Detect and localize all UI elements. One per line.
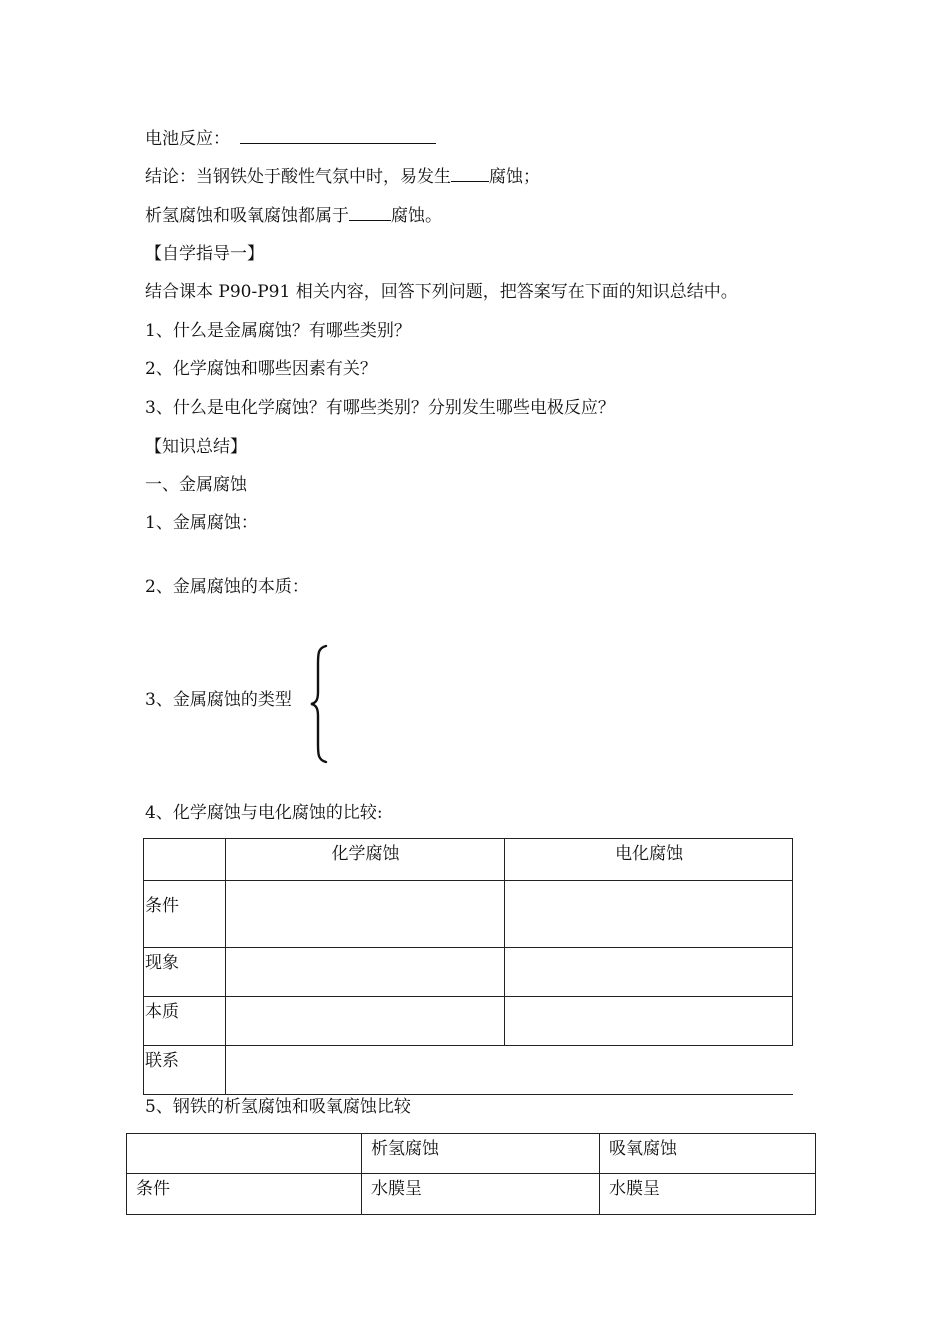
row-label-phenomenon: 现象 [144,948,226,997]
row-label-condition: 条件 [144,881,226,948]
guide-title: 【自学指导一】 [145,244,264,264]
table-cell[interactable] [505,997,793,1046]
summary-title: 【知识总结】 [145,437,247,457]
section-1-heading: 一、金属腐蚀 [145,475,247,495]
table-cell[interactable]: 水膜呈 [600,1174,816,1215]
table-row [127,1134,816,1174]
item-5: 5、钢铁的析氢腐蚀和吸氧腐蚀比较 [145,1097,411,1117]
comparison-table-hydrogen-vs-oxygen [126,1133,816,1215]
both-corrosion-line [145,204,442,227]
row-label-relation: 联系 [144,1046,226,1095]
item-3: 3、金属腐蚀的类型 [145,690,292,710]
table-header-cell: 析氢腐蚀 [362,1134,600,1174]
table-cell [127,1134,362,1174]
item-1: 1、金属腐蚀： [145,513,258,533]
question-3: 3、什么是电化学腐蚀？有哪些类别？分别发生哪些电极反应？ [145,398,615,418]
comparison-table-chem-vs-electro [143,838,793,1095]
conclusion-text-b: 腐蚀； [489,167,540,187]
table-cell[interactable] [225,881,505,948]
table-row [144,881,793,948]
table-header-cell: 电化腐蚀 [505,839,793,881]
both-corrosion-text-b: 腐蚀。 [391,206,442,226]
table-cell[interactable] [225,948,505,997]
table-cell[interactable]: 水膜呈 [362,1174,600,1215]
item-2: 2、金属腐蚀的本质： [145,577,309,597]
table-cell[interactable] [225,997,505,1046]
table-header-cell: 化学腐蚀 [225,839,505,881]
table-row [127,1174,816,1215]
conclusion-text-a: 结论：当钢铁处于酸性气氛中时，易发生 [145,167,451,187]
table-header-cell: 吸氧腐蚀 [600,1134,816,1174]
question-1: 1、什么是金属腐蚀？有哪些类别？ [145,321,411,341]
battery-reaction-line [145,127,436,150]
table-row [144,948,793,997]
guide-text: 结合课本 P90-P91 相关内容，回答下列问题，把答案写在下面的知识总结中。 [145,282,738,302]
row-label-condition: 条件 [127,1174,362,1215]
table-row [144,839,793,881]
table-row [144,1046,793,1095]
question-2: 2、化学腐蚀和哪些因素有关？ [145,359,377,379]
both-corrosion-blank[interactable] [349,204,391,221]
battery-reaction-label: 电池反应： [145,129,230,149]
table-cell-merged[interactable] [225,1046,792,1095]
both-corrosion-text-a: 析氢腐蚀和吸氧腐蚀都属于 [145,206,349,226]
conclusion-blank[interactable] [451,165,489,182]
table-cell [144,839,226,881]
item-4: 4、化学腐蚀与电化腐蚀的比较: [145,803,383,823]
curly-brace-icon [310,644,332,764]
conclusion-line [145,165,540,188]
table-cell[interactable] [505,948,793,997]
table-cell[interactable] [505,881,793,948]
row-label-essence: 本质 [144,997,226,1046]
battery-reaction-blank[interactable] [240,127,436,144]
table-row [144,997,793,1046]
